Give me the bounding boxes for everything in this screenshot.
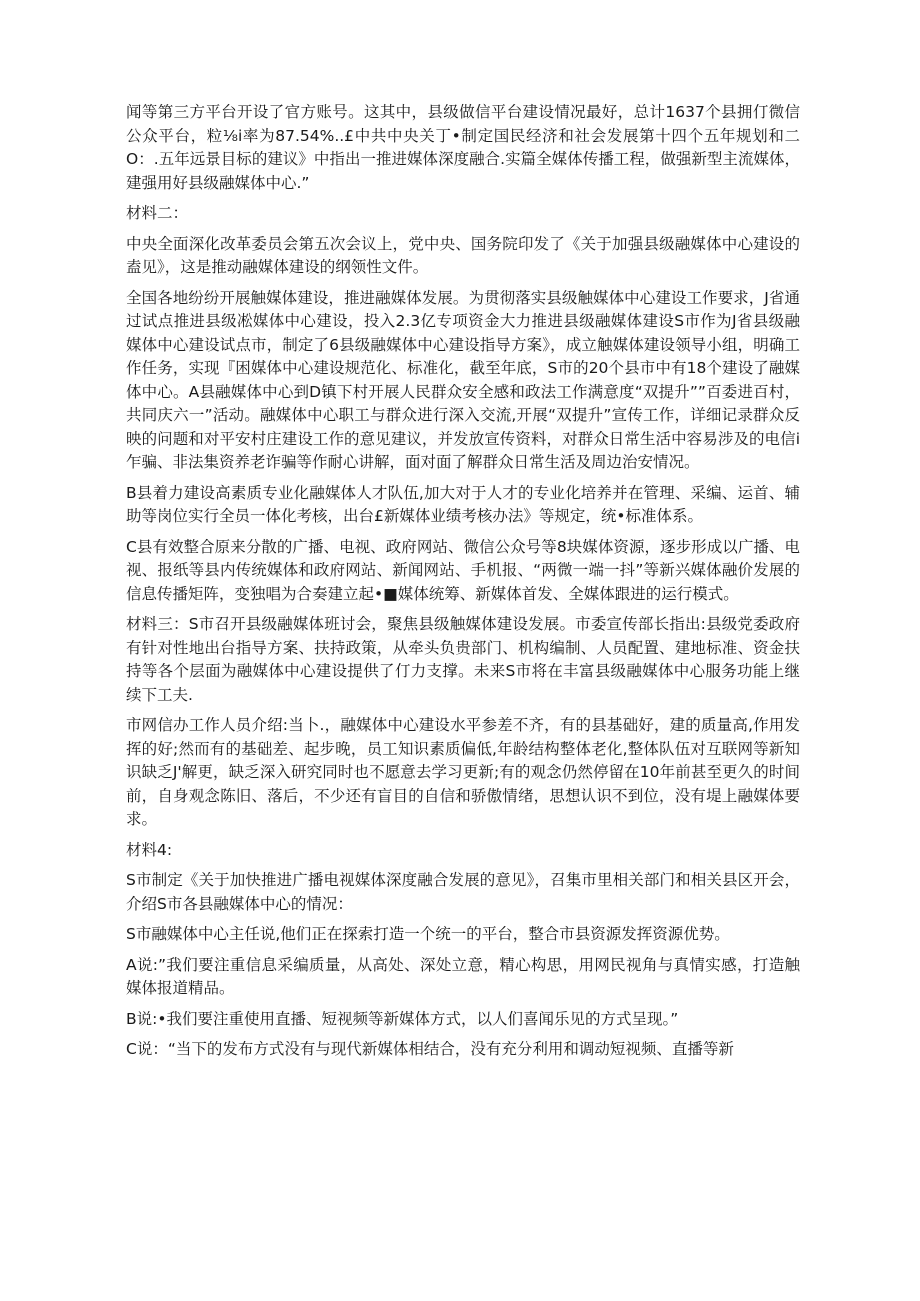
paragraph-speaker-c: C说：“当下的发布方式没有与现代新媒体相结合，没有充分利用和调动短视频、直播等新 xyxy=(126,1040,734,1058)
paragraph-s-city-opinion: S市制定《关于加快推进广播电视媒体深度融合发展的意见》，召集市里相关部门和相关县区开会，介绍S市各县融媒体中心的情况： xyxy=(126,871,800,913)
section-heading-material-4: 材料4: xyxy=(126,840,173,859)
paragraph-county-c: C县有效整合原来分散的广播、电视、政府网站、微信公众号等8块媒体资源，逐步形成以广播、电视、报纸等县内传统媒体和政府网站、新闻网站、手机报、“两微一端一抖”等新兴媒体融价发展的信息传播矩阵，变独唱为合奏建立起•■媒体统筹、新媒体首发、全媒体跟进的运行模式。 xyxy=(126,537,800,603)
paragraph-county-b: B县着力建设高素质专业化融媒体人才队伍,加大对于人才的专业化培养并在管理、采编、运首、辅助等岗位实行全员一体化考核，出台£新媒体业绩考核办法》等规定，统•标准体系。 xyxy=(126,483,800,525)
paragraph-central-committee: 中央全面深化改革委员会第五次会议上，党中央、国务院印发了《关于加强县级融媒体中心建设的盍见》，这是推动融媒体建设的纲领性文件。 xyxy=(126,234,800,276)
paragraph-speaker-b: B说:•我们要注重使用直播、短视频等新媒体方式，以人们喜闻乐见的方式呈现。” xyxy=(126,1009,679,1028)
paragraph-intro-continuation: 闻等第三方平台开设了官方账号。这其中，县级做信平台建设情况最好，总计1637个县拥仃微信公众平台，粒⅛i率为87.54%..£中共中央关丁•制定国民经济和社会发展第十四个五年规划和二O：.五年远景目标的建议》中指出一推进媒体深度融合.实篇全媒体传播工程，做强新型主流媒体，建强用好县级融媒体中心.” xyxy=(126,103,800,192)
paragraph-director-statement: S市融媒体中心主任说,他们正在探索打造一个统一的平台，整合市县资源发挥资源优势。 xyxy=(126,925,730,943)
paragraph-cyberspace-office: 市网信办工作人员介绍:当卜.，融媒体中心建设水平参差不齐，有的县基础好，建的质量高,作用发挥的好;然而有的基础差、起步晚，员工知识素质偏低,年龄结构整体老化,整体队伍对互联网等新知识缺乏J'解更，缺乏深入研究同时也不愿意去学习更新;有的观念仍然停留在10年前甚至更久的时间前，自身观念陈旧、落后，不少还有盲目的自信和骄傲情绪，思想认识不到位，没有堤上融媒体要求。 xyxy=(126,716,800,828)
paragraph-material-3: 材料三：S市召开县级融媒体班讨会，聚焦县级触媒体建设发展。市委宣传部长指出:县级党委政府有针对性地出台指导方案、扶持政策，从牵头负贵部门、机构编制、人员配置、建地标准、资金扶持等各个层面为融媒体中心建设提供了仃力支撑。未来S市将在丰富县级融媒体中心服务功能上继续下工夫. xyxy=(126,615,800,704)
document-page xyxy=(126,101,800,1069)
paragraph-speaker-a: A说:”我们要注重信息采编质量，从高处、深处立意，精心构思，用网民视角与真情实感，打造触媒体报道精品。 xyxy=(126,955,800,997)
section-heading-material-2: 材料二： xyxy=(126,204,189,222)
paragraph-national-construction: 全国各地纷纷开展触媒体建设，推进融媒体发展。为贯彻落实县级触媒体中心建设工作要求，J省通过试点推进县级凇媒体中心建设，投入2.3亿专项资金大力推进县级融媒体建设S市作为J省县级融媒体中心建设试点市，制定了6县级融媒体中心建设指导方案》，成立触媒体建设领导小组，明确工作任务，实现『困媒体中心建设规范化、标准化，截至年底，S市的20个县市中有18个建设了融媒体中心。A县融媒体中心到D镇下村开展人民群众安全感和政法工作满意度“双提升””百委进百村，共同庆六一”活动。融媒体中心职工与群众进行深入交流,开展“双提升”宣传工作，详细记录群众反映的问题和对平安村庄建设工作的意见建议，并发放宣传资料，对群众日常生活中容易涉及的电信i乍骗、非法集资养老诈骗等作耐心讲解，面对面了解群众日常生活及周边治安情况。 xyxy=(126,288,800,471)
